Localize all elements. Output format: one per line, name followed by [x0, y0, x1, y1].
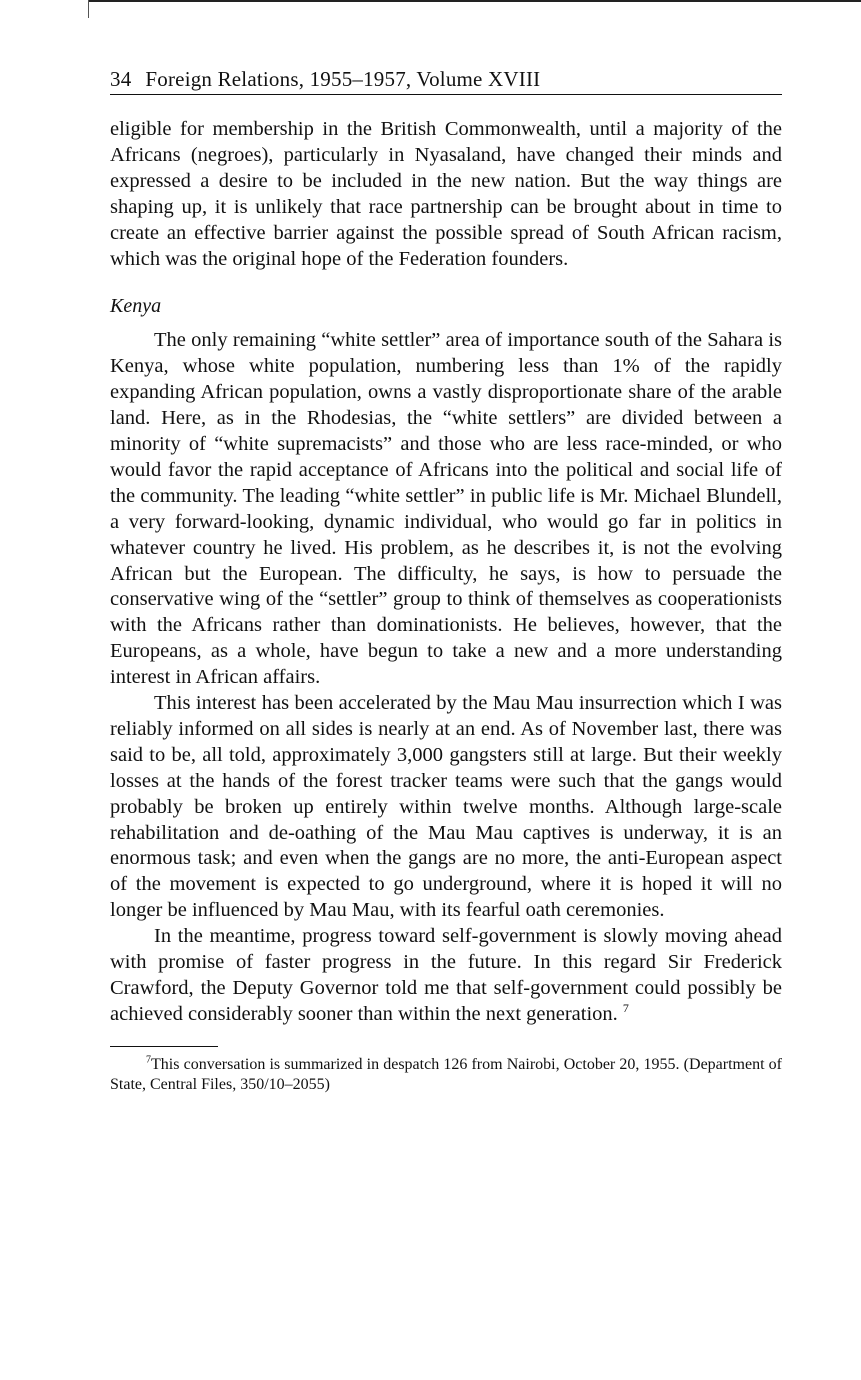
document-page	[110, 66, 782, 1095]
paragraph-text: In the meantime, progress toward self-government is slowly moving ahead with promise of faster progress in the future. In this regard Sir Frederick Crawford, the Deputy Governor told me that self-government could possibly be achieved considerably sooner than within the next generation.	[110, 925, 782, 1025]
footnote-text: This conversation is summarized in despatch 126 from Nairobi, October 20, 1955. (Department of State, Central Files, 350/10–2055)	[110, 1056, 782, 1094]
scan-page-edge-left	[88, 0, 89, 18]
running-title: Foreign Relations, 1955–1957, Volume XVIII	[145, 67, 541, 91]
paragraph: The only remaining “white settler” area of importance south of the Sahara is Kenya, whose white population, numbering less than 1% of the rapidly expanding African population, owns a vastly disproportionate share of the arable land. Here, as in the Rhodesias, the “white settlers” are divided between a minority of “white supremacists” and those who are less race-minded, or who would favor the rapid acceptance of Africans into the political and social life of the community. The leading “white settler” in public life is Mr. Michael Blundell, a very forward-looking, dynamic individual, who would go far in politics in whatever country he lived. His problem, as he describes it, is not the evolving African but the European. The difficulty, he says, is how to persuade the conservative wing of the “settler” group to think of themselves as cooperationists with the Africans rather than dominationists. He believes, however, that the Europeans, as a whole, have begun to take a new and a more understanding interest in African affairs.	[110, 329, 782, 689]
footnote-divider	[110, 1046, 218, 1048]
running-header	[110, 66, 782, 95]
footnote	[110, 1055, 782, 1095]
section-heading: Kenya	[110, 295, 162, 318]
paragraph-with-footnote	[110, 924, 782, 1028]
scan-page-edge	[88, 0, 861, 2]
paragraph: This interest has been accelerated by the Mau Mau insurrection which I was reliably informed on all sides is nearly at an end. As of November last, there was said to be, all told, approximately 3,000 gangsters still at large. But their weekly losses at the hands of the forest tracker teams were such that the gangs would probably be broken up entirely within twelve months. Although large-scale rehabilitation and de-oathing of the Mau Mau captives is underway, it is an enormous task; and even when the gangs are no more, the anti-European aspect of the movement is expected to go underground, where it is hoped it will no longer be influenced by Mau Mau, with its fearful oath ceremonies.	[110, 692, 782, 922]
body-text	[110, 117, 782, 1028]
footnote-marker: 7	[146, 1054, 151, 1066]
paragraph-continued: eligible for membership in the British Commonwealth, until a majority of the Africans (negroes), particularly in Nyasaland, have changed their minds and expressed a desire to be included in the new nation. But the way things are shaping up, it is unlikely that race partnership can be brought about in time to create an effective barrier against the possible spread of South African racism, which was the original hope of the Federation founders.	[110, 118, 782, 270]
page-number: 34	[110, 67, 132, 91]
footnote-reference[interactable]: 7	[622, 1001, 629, 1016]
